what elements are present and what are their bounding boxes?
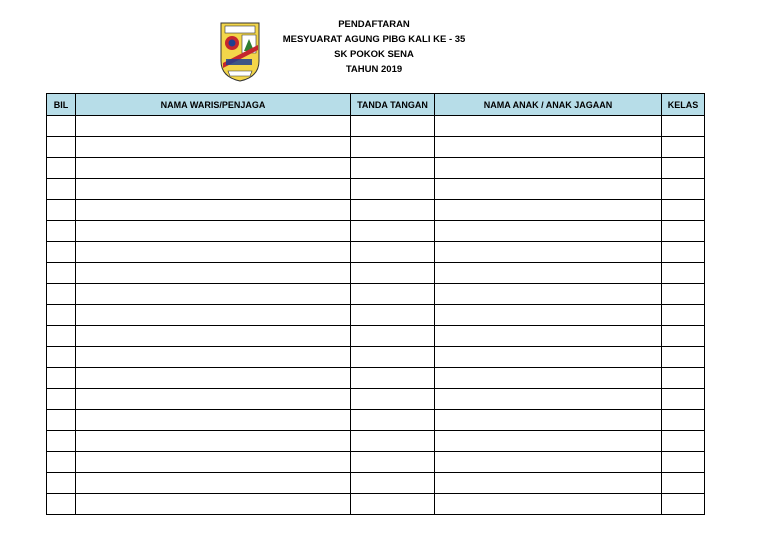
cell-nama-anak [435,431,662,452]
cell-bil [47,158,76,179]
cell-tanda-tangan [351,242,435,263]
cell-bil [47,389,76,410]
cell-bil [47,410,76,431]
cell-tanda-tangan [351,452,435,473]
title-line-1: PENDAFTARAN [338,19,410,30]
table-row [47,221,705,242]
title-line-2: MESYUARAT AGUNG PIBG KALI KE - 35 [282,34,466,45]
cell-nama-waris [76,242,351,263]
table-row [47,263,705,284]
table-row [47,200,705,221]
cell-kelas [662,389,705,410]
cell-kelas [662,221,705,242]
cell-kelas [662,284,705,305]
table-row [47,473,705,494]
cell-nama-waris [76,158,351,179]
cell-nama-anak [435,284,662,305]
cell-tanda-tangan [351,410,435,431]
cell-nama-waris [76,347,351,368]
cell-tanda-tangan [351,431,435,452]
cell-nama-anak [435,200,662,221]
cell-nama-anak [435,368,662,389]
table-row [47,116,705,137]
table-row [47,158,705,179]
cell-nama-waris [76,284,351,305]
cell-bil [47,347,76,368]
cell-tanda-tangan [351,494,435,515]
cell-tanda-tangan [351,158,435,179]
cell-bil [47,305,76,326]
table-row [47,242,705,263]
cell-nama-waris [76,305,351,326]
title-line-4: TAHUN 2019 [345,64,403,75]
table-row [47,137,705,158]
cell-tanda-tangan [351,263,435,284]
cell-kelas [662,116,705,137]
cell-bil [47,200,76,221]
cell-kelas [662,452,705,473]
cell-nama-anak [435,389,662,410]
cell-nama-anak [435,410,662,431]
table-row [47,368,705,389]
cell-tanda-tangan [351,137,435,158]
table-row [47,452,705,473]
cell-bil [47,137,76,158]
cell-kelas [662,410,705,431]
cell-nama-waris [76,221,351,242]
cell-kelas [662,158,705,179]
table-row [47,326,705,347]
cell-nama-anak [435,116,662,137]
cell-kelas [662,200,705,221]
cell-nama-anak [435,494,662,515]
column-header-nama-anak: NAMA ANAK / ANAK JAGAAN [435,94,662,116]
cell-bil [47,326,76,347]
cell-tanda-tangan [351,179,435,200]
cell-kelas [662,326,705,347]
cell-tanda-tangan [351,221,435,242]
cell-tanda-tangan [351,347,435,368]
table-header-row [47,94,705,116]
cell-tanda-tangan [351,305,435,326]
table-row [47,347,705,368]
cell-nama-anak [435,263,662,284]
cell-bil [47,473,76,494]
column-header-bil: BIL [47,94,76,116]
cell-nama-waris [76,473,351,494]
cell-nama-waris [76,389,351,410]
cell-kelas [662,137,705,158]
cell-tanda-tangan [351,368,435,389]
cell-tanda-tangan [351,326,435,347]
table-row [47,389,705,410]
table-row [47,179,705,200]
column-header-kelas: KELAS [662,94,705,116]
cell-nama-anak [435,242,662,263]
cell-bil [47,179,76,200]
cell-kelas [662,347,705,368]
cell-tanda-tangan [351,200,435,221]
cell-bil [47,221,76,242]
cell-nama-waris [76,137,351,158]
cell-bil [47,452,76,473]
table-row [47,431,705,452]
cell-nama-anak [435,473,662,494]
cell-nama-anak [435,326,662,347]
table-row [47,305,705,326]
cell-tanda-tangan [351,389,435,410]
table-row [47,410,705,431]
cell-bil [47,368,76,389]
cell-nama-anak [435,452,662,473]
cell-kelas [662,179,705,200]
table-row [47,284,705,305]
cell-bil [47,116,76,137]
cell-nama-waris [76,116,351,137]
cell-kelas [662,431,705,452]
cell-kelas [662,473,705,494]
cell-nama-waris [76,431,351,452]
table-row [47,494,705,515]
cell-kelas [662,368,705,389]
cell-nama-waris [76,410,351,431]
document-header [0,0,768,94]
registration-table [46,93,705,515]
column-header-tanda-tangan: TANDA TANGAN [351,94,435,116]
table-body [47,116,705,515]
cell-bil [47,263,76,284]
column-header-nama-waris: NAMA WARIS/PENJAGA [76,94,351,116]
cell-nama-waris [76,452,351,473]
cell-nama-anak [435,179,662,200]
title-line-3: SK POKOK SENA [334,49,414,60]
cell-nama-waris [76,263,351,284]
cell-kelas [662,242,705,263]
cell-nama-waris [76,179,351,200]
cell-tanda-tangan [351,284,435,305]
cell-kelas [662,263,705,284]
document-title [254,17,494,77]
cell-kelas [662,305,705,326]
cell-tanda-tangan [351,116,435,137]
cell-bil [47,284,76,305]
cell-tanda-tangan [351,473,435,494]
cell-nama-anak [435,347,662,368]
cell-bil [47,431,76,452]
cell-nama-anak [435,221,662,242]
cell-nama-anak [435,305,662,326]
cell-nama-anak [435,137,662,158]
cell-nama-waris [76,326,351,347]
cell-nama-waris [76,200,351,221]
cell-kelas [662,494,705,515]
cell-nama-anak [435,158,662,179]
cell-bil [47,242,76,263]
cell-nama-waris [76,368,351,389]
cell-nama-waris [76,494,351,515]
cell-bil [47,494,76,515]
